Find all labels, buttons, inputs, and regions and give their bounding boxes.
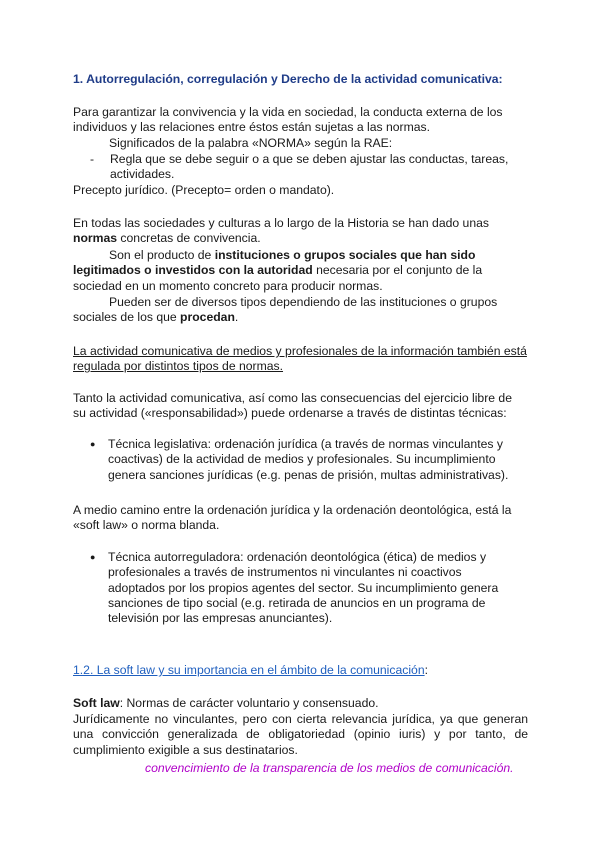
underlined-statement: La actividad comunicativa de medios y profesionales de la información también está regulada por distintos tipos de normas. bbox=[73, 344, 527, 374]
rae-meanings-line: Significados de la palabra «NORMA» según la RAE: bbox=[109, 136, 393, 150]
paragraph-tecnicas: Tanto la actividad comunicativa, así como las consecuencias del ejercicio libre de su actividad («responsabilidad») puede ordenarse a través de distintas técnicas: bbox=[73, 391, 512, 421]
producto-bold: instituciones o grupos sociales que han sido legitimados o investidos con la autoridad bbox=[73, 248, 476, 278]
bullet-legislativa-text: Técnica legislativa: ordenación jurídica (a través de normas vinculantes y coactivas) de la actividad de medios y profesionales. Su incumplimiento genera sanciones jurídicas (e.g. penas de prisión, multas administrativas). bbox=[108, 437, 509, 482]
bullet-legislativa bbox=[90, 437, 515, 483]
bullet-icon: ● bbox=[90, 552, 96, 562]
bullet-autorreguladora bbox=[90, 550, 515, 626]
paragraph-medio-camino: A medio camino entre la ordenación jurídica y la ordenación deontológica, está la «soft law» o norma blanda. bbox=[73, 503, 512, 533]
dash-marker: - bbox=[90, 152, 95, 166]
rae-meaning-dash-item bbox=[90, 152, 515, 183]
dash-item-text: Regla que se debe seguir o a que se deben ajustar las conductas, tareas, actividades. bbox=[110, 152, 509, 182]
soft-law-label: Soft law bbox=[73, 696, 120, 710]
paragraph-tipos bbox=[73, 295, 528, 326]
producto-text: Son el producto de bbox=[109, 248, 215, 262]
paragraph-sociedades bbox=[73, 216, 528, 247]
tipos-bold: procedan bbox=[180, 310, 235, 325]
tipos-text-end: . bbox=[234, 310, 239, 325]
soft-law-definition-text: : Normas de carácter voluntario y consensuado. bbox=[119, 696, 379, 710]
producto-text-end: necesaria por el conjunto de la sociedad en un momento concreto para producir normas. bbox=[73, 263, 483, 293]
section-heading-1-2 bbox=[73, 663, 528, 678]
bullet-autorreguladora-text: Técnica autorreguladora: ordenación deontológica (ética) de medios y profesionales a través de instrumentos ni vinculantes ni coactivos adoptados por los propios agentes del sector. Su incumplimiento genera sanciones de tipo social (e.g. retirada de anuncios en un programa de televisión por las empresas anunciantes). bbox=[108, 550, 499, 626]
heading-colon: : bbox=[424, 663, 428, 677]
paragraph-producto bbox=[73, 248, 528, 294]
section-link-soft-law[interactable]: 1.2. La soft law y su importancia en el ámbito de la comunicación bbox=[73, 663, 425, 677]
precepto-line: Precepto jurídico. (Precepto= orden o mandato). bbox=[73, 183, 335, 197]
section-heading-1: 1. Autorregulación, corregulación y Derecho de la actividad comunicativa: bbox=[73, 72, 503, 86]
sociedades-text: En todas las sociedades y culturas a lo largo de la Historia se han dado unas bbox=[73, 216, 489, 230]
tipos-text: Pueden ser de diversos tipos dependiendo de las instituciones o grupos sociales de los que bbox=[73, 295, 498, 325]
soft-law-definition bbox=[73, 696, 528, 711]
magenta-note: convencimiento de la transparencia de los medios de comunicación. bbox=[145, 761, 514, 775]
paragraph-juridicamente: Jurídicamente no vinculantes, pero con cierta relevancia jurídica, ya que generan una convicción generalizada de obligatoriedad (opinio iuris) y por tanto, de cumplimiento exigible a sus destinatarios. bbox=[73, 712, 528, 757]
bullet-icon: ● bbox=[90, 439, 96, 449]
paragraph-convivencia: Para garantizar la convivencia y la vida en sociedad, la conducta externa de los individuos y las relaciones entre éstos están sujetas a las normas. bbox=[73, 105, 503, 135]
sociedades-bold: normas bbox=[73, 231, 118, 246]
sociedades-text-end: concretas de convivencia. bbox=[117, 231, 261, 246]
